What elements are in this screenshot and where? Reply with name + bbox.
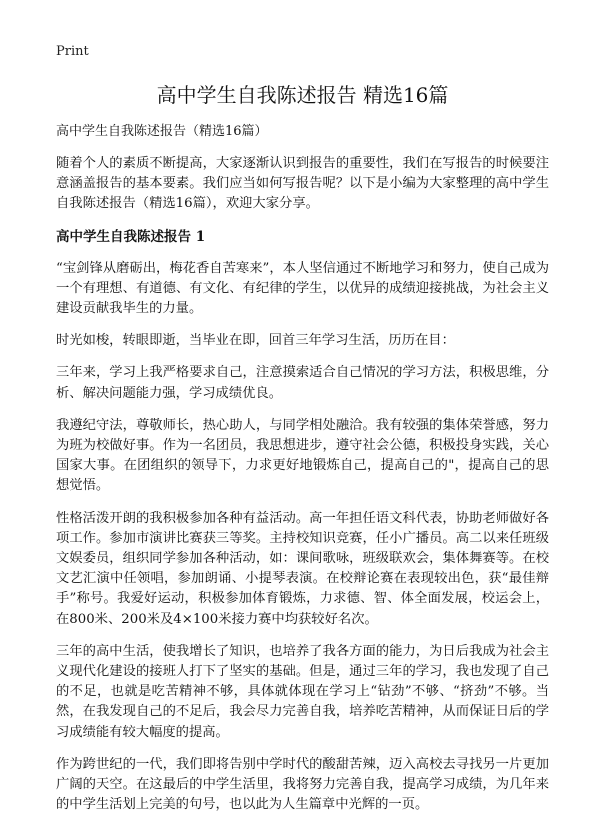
body-paragraph-2: 时光如梭，转眼即逝，当毕业在即，回首三年学习生活，历历在目：	[56, 333, 455, 349]
document-subtitle: 高中学生自我陈述报告（精选16篇）	[56, 124, 268, 139]
body-paragraph-4: 我遵纪守法，尊敬师长，热心助人，与同学相处融洽。我有较强的集体荣誉感，努力为班为校做好事。作为一名团员，我思想进步，遵守社会公德，积极投身实践，关心国家大事。在团组织的领导下，力求更好地锻炼自己，提高自己的"，提高自己的思想觉悟。	[56, 417, 549, 494]
intro-paragraph: 随着个人的素质不断提高，大家逐渐认识到报告的重要性，我们在写报告的时候要注意涵盖报告的基本要素。我们应当如何写报告呢？以下是小编为大家整理的高中学生自我陈述报告（精选16篇），欢迎大家分享。	[56, 156, 549, 212]
document-title: 高中学生自我陈述报告 精选16篇	[156, 83, 449, 107]
document-page	[56, 44, 549, 827]
body-paragraph-7: 作为跨世纪的一代，我们即将告别中学时代的酸甜苦辣，迈入高校去寻找另一片更加广阔的天空。在这最后的中学生活里，我将努力完善自我，提高学习成绩，为几年来的中学生活划上完美的句号，也以此为人生篇章中光辉的一页。	[56, 756, 549, 813]
print-label: Print	[56, 44, 89, 59]
body-paragraph-1: “宝剑锋从磨砺出，梅花香自苦寒来”，本人坚信通过不断地学习和努力，使自己成为一个有理想、有道德、有文化、有纪律的学生，以优异的成绩迎接挑战，为社会主义建设贡献我毕生的力量。	[56, 260, 549, 317]
body-paragraph-6: 三年的高中生活，使我增长了知识，也培养了我各方面的能力，为日后我成为社会主义现代化建设的接班人打下了坚实的基础。但是，通过三年的学习，我也发现了自己的不足，也就是吃苦精神不够，具体就体现在学习上“钻劲”不够、“挤劲”不够。当然，在我发现自己的不足后，我会尽力完善自我，培养吃苦精神，从而保证日后的学习成绩能有较大幅度的提高。	[56, 643, 549, 740]
body-paragraph-3: 三年来，学习上我严格要求自己，注意摸索适合自己情况的学习方法，积极思维，分析、解决问题能力强，学习成绩优良。	[56, 365, 549, 401]
section-heading: 高中学生自我陈述报告 1	[56, 228, 206, 245]
body-paragraph-5: 性格活泼开朗的我积极参加各种有益活动。高一年担任语文科代表，协助老师做好各项工作。参加市演讲比赛获三等奖。主持校知识竞赛，任小广播员。高二以来任班级文娱委员，组织同学参加各种活动，如：课间歌咏，班级联欢会，集体舞赛等。在校文艺汇演中任领唱，参加朗诵、小提琴表演。在校辩论赛在表现较出色，获“最佳辩手”称号。我爱好运动，积极参加体育锻炼，力求德、智、体全面发展，校运会上，在800米、200米及4×100米接力赛中均获较好名次。	[56, 510, 549, 627]
